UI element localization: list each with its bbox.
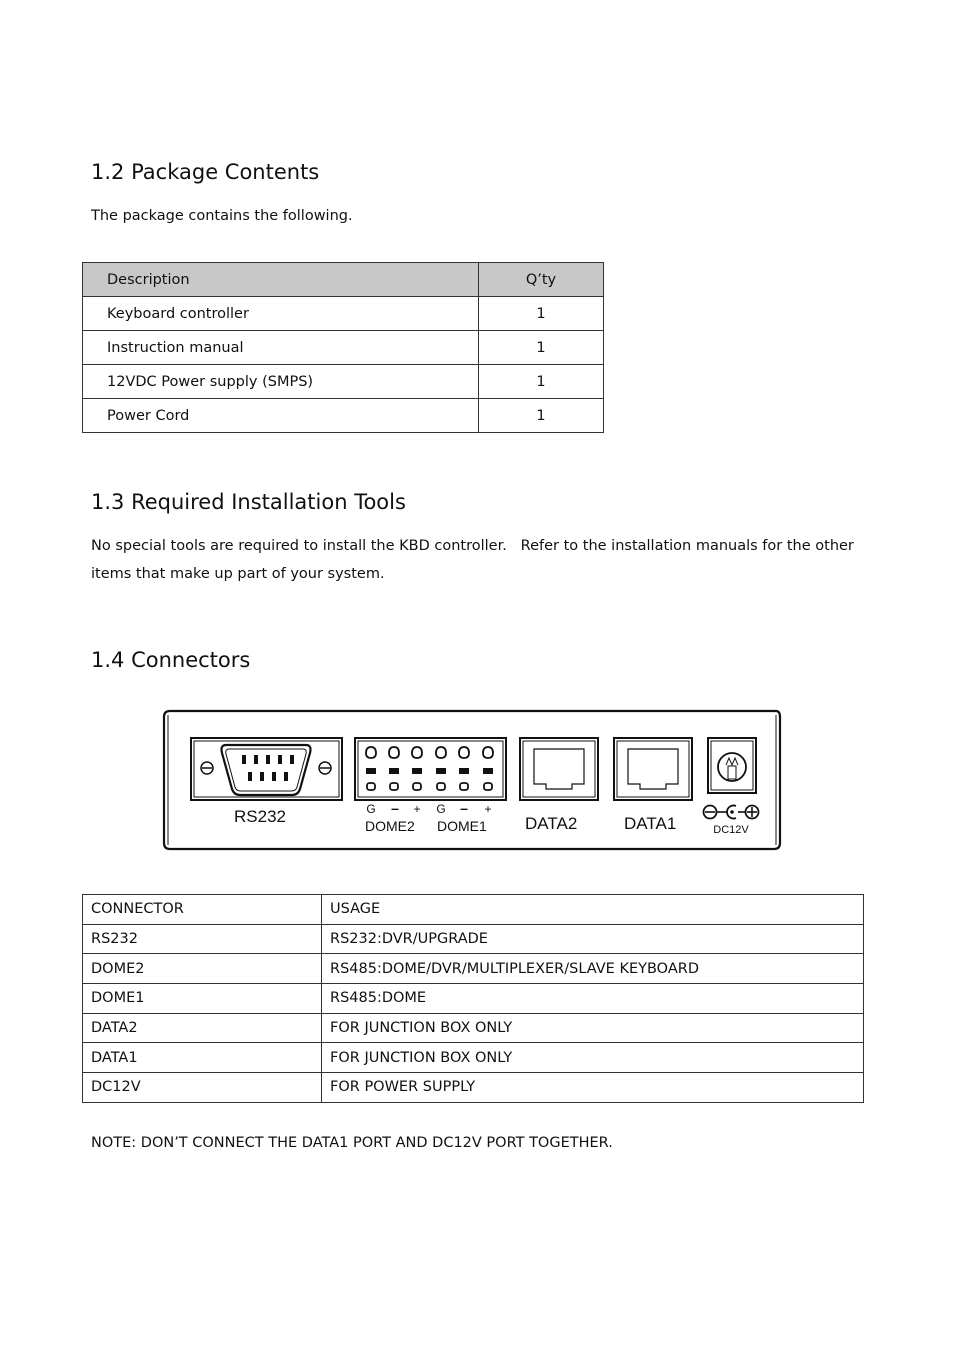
row-usage: FOR POWER SUPPLY [322, 1073, 864, 1103]
terminal-clamp [413, 783, 421, 790]
row-connector: DOME1 [83, 984, 322, 1014]
tools-paragraph-line-2: items that make up part of your system. [91, 566, 385, 582]
table-row [83, 331, 604, 365]
terminal-slot [389, 768, 399, 774]
table-row [83, 1013, 864, 1043]
terminal-mark-minus: – [391, 800, 399, 816]
section-heading-connectors: 1.4 Connectors [91, 648, 251, 672]
row-description: Keyboard controller [83, 297, 479, 331]
table-row [83, 365, 604, 399]
terminal-clamp [390, 783, 398, 790]
terminal-mark-plus: + [484, 802, 492, 816]
terminal-mark-plus: + [413, 802, 421, 816]
terminal-mark-g: G [436, 802, 446, 816]
terminal-screw [483, 747, 493, 758]
terminal-clamp [367, 783, 375, 790]
row-qty: 1 [479, 297, 604, 331]
terminal-clamp [484, 783, 492, 790]
terminal-mark-g: G [366, 802, 376, 816]
terminal-screw [459, 747, 469, 758]
dome2-label: DOME2 [365, 818, 415, 834]
terminal-clamp [460, 783, 468, 790]
row-connector: DATA1 [83, 1043, 322, 1073]
row-qty: 1 [479, 331, 604, 365]
terminal-slot [459, 768, 469, 774]
dome1-label: DOME1 [437, 818, 487, 834]
row-usage: RS485:DOME [322, 984, 864, 1014]
row-qty: 1 [479, 399, 604, 433]
row-connector: RS232 [83, 924, 322, 954]
data2-port [520, 738, 598, 800]
row-description: Instruction manual [83, 331, 479, 365]
dc12v-jack [708, 738, 756, 793]
row-description: 12VDC Power supply (SMPS) [83, 365, 479, 399]
terminal-slot [483, 768, 493, 774]
section-heading-tools: 1.3 Required Installation Tools [91, 490, 406, 514]
terminal-slot [366, 768, 376, 774]
terminal-screw [412, 747, 422, 758]
package-table [82, 262, 604, 433]
connector-note: NOTE: DON’T CONNECT THE DATA1 PORT AND DC12V PORT TOGETHER. [91, 1135, 613, 1151]
table-row [83, 297, 604, 331]
connector-table [82, 894, 864, 1103]
table-row [83, 954, 864, 984]
table-row [83, 984, 864, 1014]
row-usage: RS485:DOME/DVR/MULTIPLEXER/SLAVE KEYBOARD [322, 954, 864, 984]
polarity-icon [704, 806, 759, 819]
row-description: Power Cord [83, 399, 479, 433]
row-connector: DOME2 [83, 954, 322, 984]
row-usage: FOR JUNCTION BOX ONLY [322, 1013, 864, 1043]
data1-label: DATA1 [624, 814, 677, 833]
rs232-port [191, 738, 342, 800]
terminal-slot [436, 768, 446, 774]
row-usage: FOR JUNCTION BOX ONLY [322, 1043, 864, 1073]
table-header-row [83, 895, 864, 925]
tools-paragraph-line-1: No special tools are required to install the KBD controller. Refer to the installation manuals for the other [91, 538, 854, 554]
terminal-clamp [437, 783, 445, 790]
section-heading-package: 1.2 Package Contents [91, 160, 320, 184]
terminal-slot [412, 768, 422, 774]
table-row [83, 399, 604, 433]
terminal-mark-minus: – [460, 800, 468, 816]
header-connector: CONNECTOR [83, 895, 322, 925]
data2-label: DATA2 [525, 814, 578, 833]
row-usage: RS232:DVR/UPGRADE [322, 924, 864, 954]
table-header-row [83, 263, 604, 297]
table-row [83, 1043, 864, 1073]
terminal-screw [389, 747, 399, 758]
rs232-label: RS232 [234, 807, 286, 826]
header-usage: USAGE [322, 895, 864, 925]
dome-terminal-block [355, 738, 506, 800]
row-connector: DC12V [83, 1073, 322, 1103]
header-qty: Q’ty [479, 263, 604, 297]
terminal-screw [436, 747, 446, 758]
table-row [83, 924, 864, 954]
header-description: Description [83, 263, 479, 297]
package-intro: The package contains the following. [91, 208, 353, 224]
dc12v-label: DC12V [713, 824, 749, 836]
terminal-screw [366, 747, 376, 758]
data1-port [614, 738, 692, 800]
connector-panel-diagram [160, 705, 790, 855]
row-qty: 1 [479, 365, 604, 399]
table-row [83, 1073, 864, 1103]
row-connector: DATA2 [83, 1013, 322, 1043]
